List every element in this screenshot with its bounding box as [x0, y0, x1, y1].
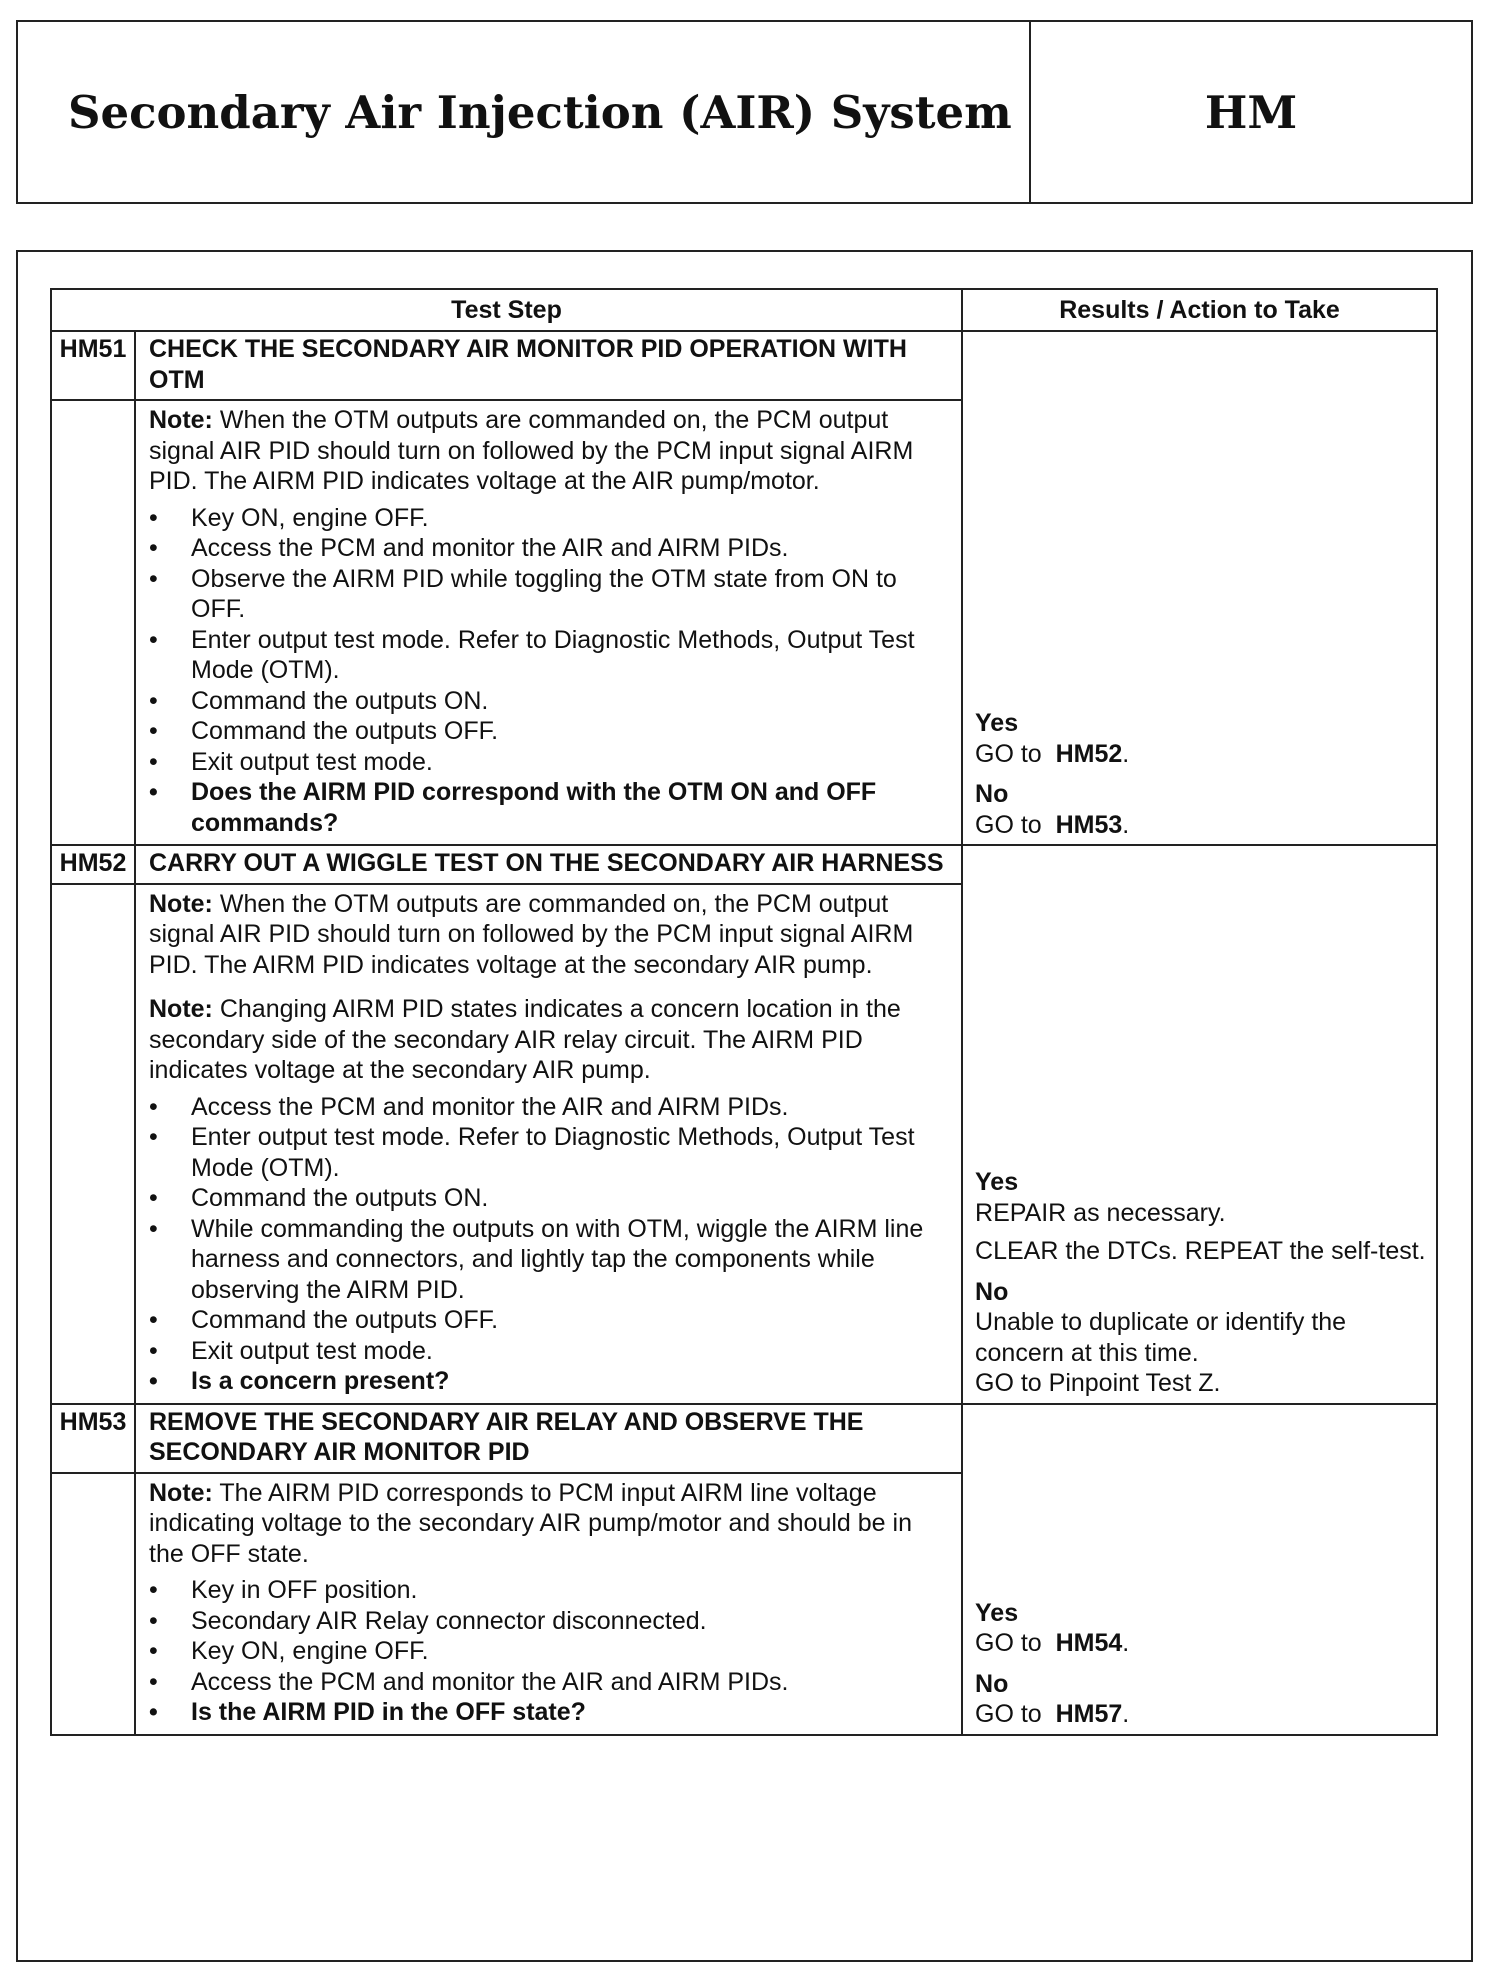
- result-yes-action: GO to HM52.: [975, 739, 1130, 768]
- result-no-action: GO to HM53.: [975, 810, 1130, 839]
- column-header-test-step: Test Step: [51, 289, 962, 331]
- step-title-row: [51, 331, 1437, 400]
- result-no-label: No: [975, 1669, 1009, 1698]
- step-note: Note: When the OTM outputs are commanded on, the PCM output signal AIR PID should turn on followed by the PCM input signal AIRM PID. The AIRM PID indicates voltage at the AIR pump/motor.: [149, 406, 914, 495]
- list-item: • Exit output test mode.: [149, 1336, 949, 1367]
- column-header-results: Results / Action to Take: [962, 289, 1437, 331]
- step-title: CHECK THE SECONDARY AIR MONITOR PID OPERATION WITH OTM: [135, 331, 962, 400]
- list-item: • Enter output test mode. Refer to Diagnostic Methods, Output Test Mode (OTM).: [149, 625, 949, 686]
- result-yes-action: REPAIR as necessary.: [975, 1198, 1226, 1227]
- test-steps-table: [50, 288, 1438, 1736]
- step-id-spacer: [51, 884, 135, 1404]
- step-id: HM52: [51, 845, 135, 884]
- result-yes-label: Yes: [975, 709, 1019, 737]
- step-note: Note: The AIRM PID corresponds to PCM input AIRM line voltage indicating voltage to the secondary AIR pump/motor and should be in the OFF state.: [149, 1478, 912, 1568]
- list-item: • Command the outputs ON.: [149, 686, 949, 717]
- step-body: [135, 884, 962, 1404]
- result-no-link[interactable]: GO to Pinpoint Test Z.: [975, 1369, 1221, 1397]
- table-header-row: [51, 289, 1437, 331]
- result-no-action: GO to HM57.: [975, 1700, 1130, 1728]
- result-no-label: No: [975, 1277, 1009, 1306]
- step-id: HM51: [51, 331, 135, 400]
- step-results: [962, 845, 1437, 1404]
- result-yes-action: GO to HM54.: [975, 1629, 1130, 1657]
- result-yes-action: CLEAR the DTCs. REPEAT the self-test.: [975, 1237, 1426, 1265]
- list-item: • Access the PCM and monitor the AIR and AIRM PIDs.: [149, 533, 949, 564]
- result-yes-link[interactable]: HM52: [1055, 739, 1123, 768]
- list-item: • Exit output test mode.: [149, 747, 949, 778]
- step-question: • Is a concern present?: [149, 1366, 949, 1397]
- step-body: [135, 400, 962, 845]
- result-no-label: No: [975, 780, 1009, 808]
- result-no-action: Unable to duplicate or identify the concern at this time.: [975, 1308, 1347, 1367]
- list-item: • Enter output test mode. Refer to Diagnostic Methods, Output Test Mode (OTM).: [149, 1122, 949, 1183]
- section-title: Secondary Air Injection (AIR) System: [18, 22, 1031, 202]
- step-results: [962, 1404, 1437, 1735]
- step-note: Note: Changing AIRM PID states indicates a concern location in the secondary side of the secondary AIR relay circuit. The AIRM PID indicates voltage at the secondary AIR pump.: [149, 995, 901, 1084]
- step-id-spacer: [51, 1473, 135, 1735]
- list-item: • Key in OFF position.: [149, 1575, 949, 1606]
- list-item: • Access the PCM and monitor the AIR and AIRM PIDs.: [149, 1092, 949, 1123]
- list-item: • Secondary AIR Relay connector disconnected.: [149, 1606, 949, 1637]
- step-bullets: [149, 503, 949, 839]
- step-id-spacer: [51, 400, 135, 845]
- result-no-link[interactable]: HM57: [1055, 1700, 1123, 1728]
- step-bullets: [149, 1092, 949, 1397]
- result-yes-label: Yes: [975, 1168, 1019, 1196]
- step-id: HM53: [51, 1404, 135, 1473]
- step-body: [135, 1473, 962, 1735]
- list-item: • Observe the AIRM PID while toggling the OTM state from ON to OFF.: [149, 564, 949, 625]
- list-item: • Key ON, engine OFF.: [149, 1636, 949, 1667]
- step-title: CARRY OUT A WIGGLE TEST ON THE SECONDARY AIR HARNESS: [135, 845, 962, 884]
- list-item: • Command the outputs OFF.: [149, 1305, 949, 1336]
- list-item: • Command the outputs OFF.: [149, 716, 949, 747]
- section-code: HM: [1204, 85, 1298, 139]
- list-item: • Command the outputs ON.: [149, 1183, 949, 1214]
- result-yes-label: Yes: [975, 1598, 1019, 1627]
- step-title-row: [51, 1404, 1437, 1473]
- result-no-link[interactable]: HM53: [1055, 810, 1123, 839]
- step-question: • Does the AIRM PID correspond with the OTM ON and OFF commands?: [149, 777, 949, 838]
- page-header: [16, 20, 1473, 204]
- step-results: [962, 331, 1437, 845]
- step-bullets: [149, 1575, 949, 1728]
- list-item: • Key ON, engine OFF.: [149, 503, 949, 534]
- list-item: • Access the PCM and monitor the AIR and AIRM PIDs.: [149, 1667, 949, 1698]
- step-title: REMOVE THE SECONDARY AIR RELAY AND OBSERVE THE SECONDARY AIR MONITOR PID: [135, 1404, 962, 1473]
- step-question: • Is the AIRM PID in the OFF state?: [149, 1697, 949, 1728]
- result-yes-link[interactable]: HM54: [1055, 1629, 1123, 1657]
- step-title-row: [51, 845, 1437, 884]
- step-note: Note: When the OTM outputs are commanded on, the PCM output signal AIR PID should turn on followed by the PCM input signal AIRM PID. The AIRM PID indicates voltage at the secondary AIR pump.: [149, 889, 914, 979]
- list-item: • While commanding the outputs on with OTM, wiggle the AIRM line harness and connectors, and lightly tap the components while observing the AIRM PID.: [149, 1214, 949, 1306]
